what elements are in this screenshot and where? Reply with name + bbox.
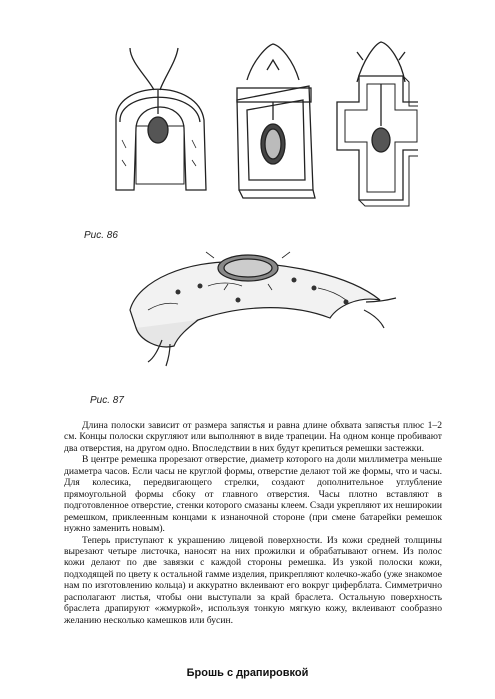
figure-86-pendants — [108, 40, 418, 230]
pendant-horseshoe-drawing — [116, 48, 206, 190]
section-heading: Брошь с драпировкой — [186, 667, 309, 679]
figure-87-watch-bracelet — [118, 240, 398, 380]
paragraph-3: Теперь приступают к украшению лицевой поверхности. Из кожи средней толщины вырезают четыре листочка, наносят на них прожилки и обрабатывают огнем. Из полос кожи делают по две завязки с каждой стороны ремешка. Из узкой полоски кожи, подходящей по цвету к остальной гамме изделия, прикрепляют колечко-жабо (уже знакомое нам по изготовлению кольца) и аккуратно вклеивают его вокруг циферблата. Симметрично располагают листья, чтобы они выступали за край браслета. Остальную поверхность браслета драпируют «жмуркой», используя тонкую мягкую кожу, вклеивают сообразно желанию несколько камешков или бусин. — [64, 534, 442, 626]
figure-86-caption: Рис. 86 — [84, 230, 118, 241]
pendant-rectangle-drawing — [237, 44, 315, 198]
tie-right — [364, 298, 396, 328]
paragraph-1: Длина полоски зависит от размера запястья и равна длине обхвата запястья плюс 1–2 см. Концы полоски скругляют или выполняют в виде трапеции. На одном конце пробивают два отверстия, на другом одно. Впоследствии в них будут крепиться ремешки застежки. — [64, 420, 442, 454]
body-text — [64, 420, 442, 626]
pendant-cross-drawing — [337, 42, 418, 206]
figure-87-caption: Рис. 87 — [90, 395, 124, 406]
paragraph-2: В центре ремешка прорезают отверстие, диаметр которого на доли миллиметра меньше диаметра часов. Если часы не круглой формы, отверстие делают той же формы, что и часы. Для колесика, передвигающего стрелки, создают дополнительное углубление прямоугольной формы сбоку от главного отверстия. Часы плотно вставляют в подготовленное отверстие, стенки которого смазаны клеем. Сзади укрепляют их неширокии ремешком, приклеенным концами к изнаночной стороне (при смене батарейки ремешок нужно заменить новым). — [64, 454, 442, 535]
